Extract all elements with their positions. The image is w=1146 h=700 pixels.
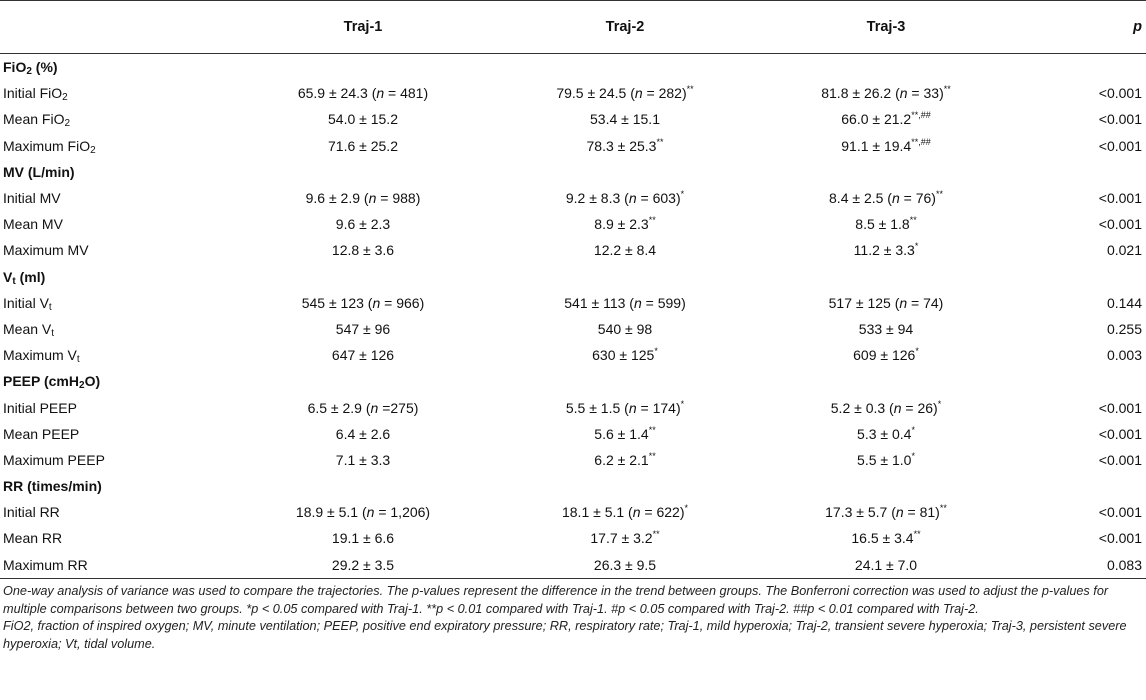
sample-size-symbol: n: [891, 190, 900, 207]
table-row: [0, 447, 1146, 473]
label-subscript: 2: [79, 380, 85, 392]
value-text: 5.2 ± 0.3 (: [830, 399, 894, 416]
empty-cell: [1016, 473, 1146, 499]
sample-size-value: = 282): [642, 85, 687, 102]
label-text: Initial MV: [3, 190, 61, 207]
value-text: 12.2 ± 8.4: [593, 242, 657, 259]
label-text: Initial FiO: [3, 85, 63, 102]
significance-marker: *: [680, 189, 685, 200]
empty-cell: [756, 473, 1016, 499]
sample-size-value: = 481): [384, 85, 429, 102]
value-text: 8.5 ± 1.8: [855, 216, 910, 233]
row-label: [0, 185, 232, 211]
sample-size-symbol: n: [628, 190, 637, 207]
sample-size-value: =275): [378, 399, 419, 416]
section-row: [0, 368, 1146, 394]
value-cell-c2: [494, 211, 756, 237]
sample-size-symbol: n: [368, 190, 377, 207]
value-cell-c3: [756, 552, 1016, 579]
sample-size-symbol: n: [628, 399, 637, 416]
table-row: [0, 342, 1146, 368]
row-label: [0, 525, 232, 551]
header-p-value: p: [1133, 19, 1142, 35]
row-label: [0, 447, 232, 473]
empty-cell: [756, 54, 1016, 81]
significance-marker: *: [914, 241, 919, 252]
table-footnotes: [0, 579, 1146, 654]
value-text: 545 ± 123 (: [301, 294, 373, 311]
sample-size-value: = 966): [380, 294, 425, 311]
value-cell-c2: [494, 185, 756, 211]
table-row: [0, 552, 1146, 579]
label-text: MV (L/min): [3, 163, 75, 180]
significance-marker: **: [686, 84, 694, 95]
significance-marker: **: [652, 529, 660, 540]
label-tail: (%): [31, 59, 58, 76]
value-cell-c3: [756, 106, 1016, 132]
table-row: [0, 185, 1146, 211]
section-row: [0, 54, 1146, 81]
empty-cell: [494, 368, 756, 394]
section-heading: [0, 368, 232, 394]
label-text: Initial V: [3, 294, 49, 311]
significance-marker: *: [915, 346, 919, 357]
section-row: [0, 264, 1146, 290]
value-text: 9.6 ± 2.3: [335, 216, 391, 233]
significance-marker: **: [909, 215, 917, 226]
value-cell-c2: [494, 290, 756, 316]
value-text: 17.3 ± 5.7 (: [825, 504, 896, 521]
empty-cell: [756, 159, 1016, 185]
label-text: Mean MV: [3, 216, 63, 233]
label-text: FiO: [3, 59, 27, 76]
value-cell-c3: [756, 133, 1016, 159]
sample-size-symbol: n: [376, 85, 385, 102]
label-subscript: 2: [90, 144, 96, 156]
table-row: [0, 211, 1146, 237]
p-value-cell: 0.021: [1106, 242, 1142, 259]
sample-size-value: = 76): [899, 190, 936, 207]
table-row: [0, 106, 1146, 132]
p-value-cell: 0.255: [1106, 320, 1142, 337]
sample-size-symbol: n: [634, 85, 643, 102]
value-cell-c3: [756, 316, 1016, 342]
value-text: 5.5 ± 1.5 (: [565, 399, 629, 416]
value-cell-c3: [756, 290, 1016, 316]
value-text: 6.2 ± 2.1: [594, 451, 649, 468]
label-text: Initial PEEP: [3, 399, 77, 416]
label-tail: O): [84, 373, 101, 390]
value-cell-c1: [232, 106, 494, 132]
value-text: 17.7 ± 3.2: [590, 530, 653, 547]
sample-size-symbol: n: [366, 504, 375, 521]
value-text: 66.0 ± 21.2: [841, 111, 912, 128]
table-header-row: [0, 1, 1146, 54]
sample-size-value: = 81): [903, 504, 940, 521]
value-text: 71.6 ± 25.2: [328, 137, 398, 154]
value-cell-c2: [494, 316, 756, 342]
value-cell-c2: [494, 237, 756, 263]
table-row: [0, 290, 1146, 316]
row-label: [0, 421, 232, 447]
value-text: 16.5 ± 3.4: [851, 530, 914, 547]
value-cell-c3: [756, 499, 1016, 525]
p-value-cell: <0.001: [1098, 137, 1142, 154]
value-text: 647 ± 126: [331, 347, 395, 364]
row-label: [0, 499, 232, 525]
value-text: 91.1 ± 19.4: [841, 137, 912, 154]
value-cell-c2: [494, 133, 756, 159]
value-cell-c1: [232, 447, 494, 473]
value-cell-c1: [232, 211, 494, 237]
sample-size-symbol: n: [899, 294, 908, 311]
p-value-cell: <0.001: [1098, 504, 1142, 521]
label-text: Initial RR: [3, 504, 60, 521]
sample-size-symbol: n: [632, 504, 641, 521]
value-text: 5.3 ± 0.4: [857, 425, 912, 442]
empty-cell: [232, 368, 494, 394]
value-text: 630 ± 125: [592, 347, 655, 364]
value-text: 53.4 ± 15.1: [590, 111, 660, 128]
label-text: Maximum FiO: [3, 137, 91, 154]
significance-marker: *: [937, 398, 942, 409]
value-text: 19.1 ± 6.6: [331, 530, 395, 547]
value-cell-c3: [756, 525, 1016, 551]
value-cell-c1: [232, 394, 494, 420]
value-text: 79.5 ± 24.5 (: [556, 85, 635, 102]
value-text: 6.4 ± 2.6: [335, 425, 391, 442]
footnote-abbreviations: FiO2, fraction of inspired oxygen; MV, minute ventilation; PEEP, positive end expiratory pressure; RR, respiratory rate; Traj-1, mild hyperoxia; Traj-2, transient severe hyperoxia; Traj-3, persistent severe hyperoxia; Vt, tidal volume.: [3, 619, 1127, 652]
row-label: [0, 316, 232, 342]
value-text: 547 ± 96: [335, 320, 391, 337]
value-text: 540 ± 98: [597, 320, 653, 337]
sample-size-symbol: n: [895, 504, 904, 521]
p-value-cell: <0.001: [1098, 85, 1142, 102]
value-text: 609 ± 126: [853, 347, 916, 364]
empty-cell: [494, 159, 756, 185]
value-text: 65.9 ± 24.3 (: [297, 85, 377, 102]
table-row: [0, 316, 1146, 342]
value-text: 8.9 ± 2.3: [594, 216, 649, 233]
significance-marker: **: [656, 136, 664, 147]
p-value-cell: <0.001: [1098, 425, 1142, 442]
value-text: 81.8 ± 26.2 (: [821, 85, 900, 102]
label-text: PEEP (cmH: [3, 373, 79, 390]
label-text: Mean RR: [3, 530, 63, 547]
value-cell-c2: [494, 525, 756, 551]
sample-size-value: = 988): [376, 190, 421, 207]
value-cell-c3: [756, 447, 1016, 473]
sample-size-value: = 603): [636, 190, 681, 207]
value-cell-c1: [232, 80, 494, 106]
significance-marker: **: [648, 450, 656, 461]
empty-cell: [232, 264, 494, 290]
significance-marker: **: [939, 503, 947, 514]
label-subscript: 2: [26, 66, 32, 78]
p-value-cell: <0.001: [1098, 190, 1142, 207]
value-text: 24.1 ± 7.0: [854, 556, 918, 573]
value-cell-c1: [232, 237, 494, 263]
empty-cell: [756, 368, 1016, 394]
sample-size-value: = 33): [907, 85, 944, 102]
sample-size-symbol: n: [370, 399, 379, 416]
sample-size-symbol: n: [372, 294, 381, 311]
sample-size-symbol: n: [893, 399, 902, 416]
footnote-statistics: One-way analysis of variance was used to compare the trajectories. The p-values represent the difference in the trend between groups. The Bonferroni correction was used to adjust the p-values for multiple comparisons between two groups. *p < 0.05 compared with Traj-1. **p < 0.01 compared with Traj-1. #p < 0.05 compared with Traj-2. ##p < 0.01 compared with Traj-2.: [3, 583, 1109, 616]
row-label: [0, 211, 232, 237]
significance-marker: *: [654, 346, 658, 357]
header-traj-1: Traj-1: [343, 19, 383, 35]
header-traj-3: Traj-3: [866, 19, 906, 35]
significance-marker: **: [648, 215, 656, 226]
p-value-cell: 0.003: [1106, 347, 1142, 364]
value-cell-c2: [494, 106, 756, 132]
empty-cell: [1016, 54, 1146, 81]
label-subscript: t: [51, 327, 55, 339]
empty-cell: [1016, 159, 1146, 185]
significance-marker: **,##: [911, 110, 931, 121]
value-text: 9.2 ± 8.3 (: [565, 190, 629, 207]
table-row: [0, 525, 1146, 551]
sample-size-value: = 1,206): [374, 504, 431, 521]
p-value-cell: <0.001: [1098, 111, 1142, 128]
value-cell-c2: [494, 499, 756, 525]
value-cell-c2: [494, 447, 756, 473]
p-value-cell: <0.001: [1098, 530, 1142, 547]
label-subscript: t: [12, 275, 16, 287]
value-text: 533 ± 94: [858, 320, 914, 337]
table-row: [0, 237, 1146, 263]
empty-cell: [232, 473, 494, 499]
value-text: 6.5 ± 2.9 (: [307, 399, 371, 416]
value-text: 9.6 ± 2.9 (: [305, 190, 369, 207]
sample-size-symbol: n: [633, 294, 642, 311]
value-cell-c3: [756, 394, 1016, 420]
value-cell-c1: [232, 525, 494, 551]
header-variable: [0, 1, 232, 54]
row-label: [0, 290, 232, 316]
table-row: [0, 499, 1146, 525]
value-cell-c1: [232, 133, 494, 159]
value-text: 541 ± 113 (: [564, 294, 634, 311]
sample-size-value: = 26): [901, 399, 938, 416]
sample-size-value: = 599): [641, 294, 686, 311]
row-label: [0, 394, 232, 420]
value-cell-c3: [756, 211, 1016, 237]
value-text: 78.3 ± 25.3: [586, 137, 657, 154]
label-subscript: t: [48, 301, 52, 313]
value-cell-c2: [494, 421, 756, 447]
value-text: 26.3 ± 9.5: [593, 556, 657, 573]
value-cell-c2: [494, 342, 756, 368]
value-cell-c2: [494, 80, 756, 106]
p-value-cell: 0.144: [1106, 294, 1142, 311]
value-text: 8.4 ± 2.5 (: [829, 190, 892, 207]
empty-cell: [1016, 264, 1146, 290]
value-text: 5.5 ± 1.0: [857, 451, 912, 468]
section-row: [0, 473, 1146, 499]
label-text: Mean V: [3, 320, 52, 337]
section-heading: [0, 159, 232, 185]
value-cell-c1: [232, 290, 494, 316]
significance-marker: *: [684, 503, 689, 514]
section-heading: [0, 264, 232, 290]
sample-size-value: = 622): [640, 504, 685, 521]
significance-marker: **: [913, 529, 921, 540]
value-text: 54.0 ± 15.2: [328, 111, 398, 128]
sample-size-value: = 174): [636, 399, 681, 416]
value-cell-c1: [232, 342, 494, 368]
empty-cell: [494, 264, 756, 290]
significance-marker: *: [911, 424, 915, 435]
row-label: [0, 237, 232, 263]
value-cell-c3: [756, 342, 1016, 368]
value-cell-c2: [494, 552, 756, 579]
value-text: 18.9 ± 5.1 (: [295, 504, 367, 521]
value-cell-c2: [494, 394, 756, 420]
empty-cell: [494, 54, 756, 81]
label-text: Maximum MV: [3, 242, 89, 259]
empty-cell: [494, 473, 756, 499]
value-cell-c1: [232, 552, 494, 579]
value-text: 29.2 ± 3.5: [331, 556, 395, 573]
significance-marker: *: [911, 450, 915, 461]
header-traj-2: Traj-2: [605, 19, 645, 35]
value-cell-c1: [232, 185, 494, 211]
p-value-cell: <0.001: [1098, 216, 1142, 233]
empty-cell: [756, 264, 1016, 290]
value-cell-c3: [756, 80, 1016, 106]
value-text: 12.8 ± 3.6: [331, 242, 395, 259]
sample-size-symbol: n: [899, 85, 908, 102]
empty-cell: [232, 54, 494, 81]
table-row: [0, 80, 1146, 106]
row-label: [0, 80, 232, 106]
significance-marker: **: [935, 189, 943, 200]
value-text: 11.2 ± 3.3: [853, 242, 915, 259]
label-text: Maximum RR: [3, 556, 88, 573]
value-text: 5.6 ± 1.4: [594, 425, 649, 442]
value-cell-c1: [232, 499, 494, 525]
table-row: [0, 133, 1146, 159]
row-label: [0, 106, 232, 132]
label-subscript: 2: [64, 118, 71, 130]
section-row: [0, 159, 1146, 185]
row-label: [0, 342, 232, 368]
value-cell-c1: [232, 316, 494, 342]
value-text: 18.1 ± 5.1 (: [561, 504, 633, 521]
significance-marker: **: [943, 84, 951, 95]
empty-cell: [232, 159, 494, 185]
label-text: Mean FiO: [3, 111, 65, 128]
value-cell-c3: [756, 185, 1016, 211]
value-cell-c3: [756, 421, 1016, 447]
value-cell-c3: [756, 237, 1016, 263]
table-row: [0, 421, 1146, 447]
section-heading: [0, 54, 232, 81]
row-label: [0, 133, 232, 159]
sample-size-value: = 74): [907, 294, 944, 311]
label-subscript: t: [76, 354, 80, 366]
table-body: [0, 54, 1146, 579]
p-value-cell: <0.001: [1098, 399, 1142, 416]
label-text: Maximum PEEP: [3, 451, 105, 468]
label-text: RR (times/min): [3, 478, 102, 495]
empty-cell: [1016, 368, 1146, 394]
label-subscript: 2: [62, 92, 68, 104]
label-text: V: [3, 268, 13, 285]
section-heading: [0, 473, 232, 499]
significance-marker: *: [680, 398, 685, 409]
p-value-cell: <0.001: [1098, 451, 1142, 468]
value-text: 7.1 ± 3.3: [335, 451, 391, 468]
table-row: [0, 394, 1146, 420]
significance-marker: **,##: [911, 136, 931, 147]
value-text: 517 ± 125 (: [828, 294, 900, 311]
p-value-cell: 0.083: [1106, 556, 1142, 573]
label-text: Maximum V: [3, 347, 77, 364]
label-tail: (ml): [15, 268, 46, 285]
significance-marker: **: [648, 424, 656, 435]
row-label: [0, 552, 232, 579]
label-text: Mean PEEP: [3, 425, 80, 442]
value-cell-c1: [232, 421, 494, 447]
